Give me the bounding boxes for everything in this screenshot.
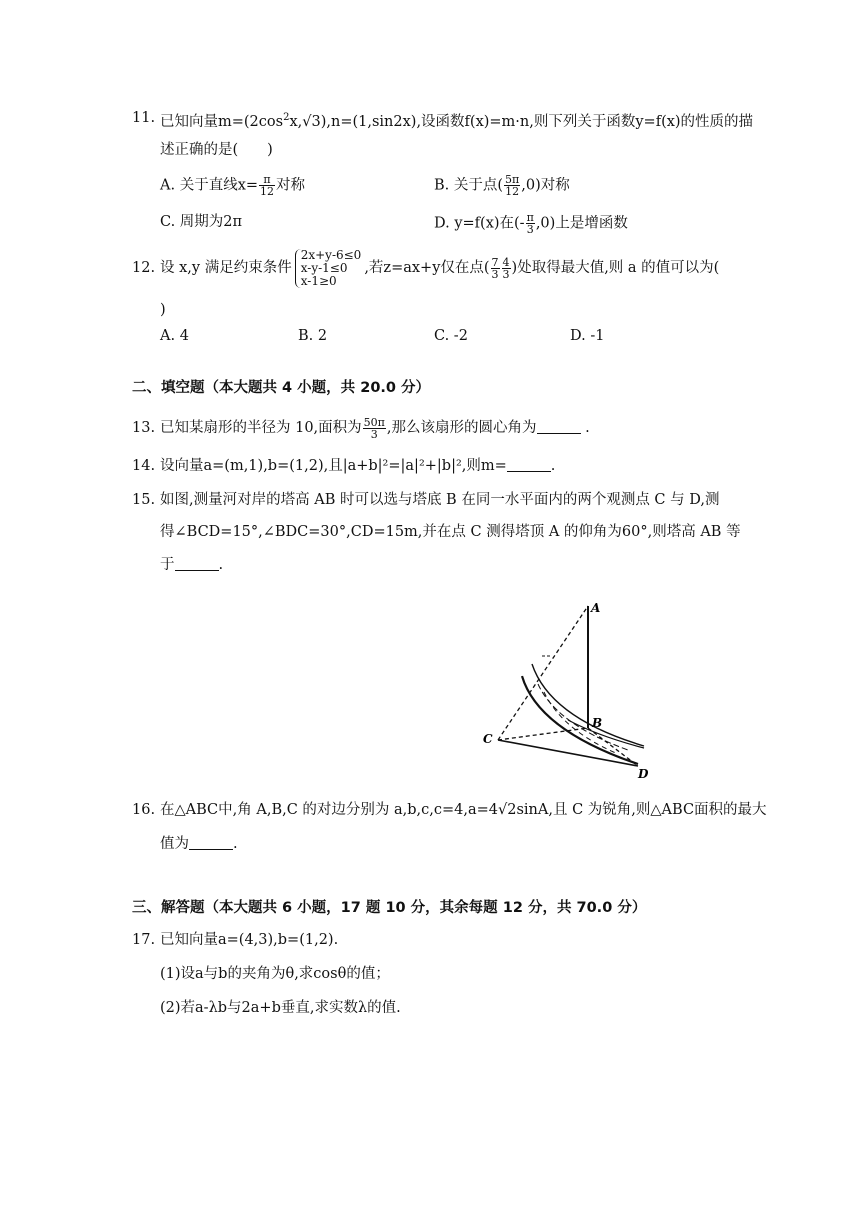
option-a-text: A. 关于直线x= (160, 177, 259, 194)
constraint-1: 2x+y-6≤0 (300, 247, 362, 262)
answer-blank (189, 835, 233, 850)
question-13-text-c: . (580, 420, 590, 436)
question-14-text: 设向量a=(m,1),b=(1,2),且|a+b|²=|a|²+|b|²,则m= (160, 458, 507, 474)
question-12-text-c: )处取得最大值,则 a 的值可以为( (511, 260, 720, 276)
river-wave-3 (568, 720, 644, 748)
question-16-text-end: . (233, 836, 238, 852)
option-b-text-end: ,0)对称 (521, 177, 570, 194)
question-17-part2: (2)若a-λb与2a+b垂直,求实数λ的值. (160, 1000, 401, 1016)
question-12-number: 12. (132, 260, 156, 276)
tower-figure (478, 600, 654, 782)
fraction-numerator: 4 (502, 255, 510, 269)
label-c: C (483, 732, 493, 746)
point-x-fraction (491, 257, 500, 280)
point-y-fraction (502, 257, 511, 280)
question-17-number: 17. (132, 932, 156, 948)
area-fraction (363, 417, 386, 440)
fraction-denominator: 3 (526, 223, 534, 236)
option-a-fraction (259, 174, 275, 197)
answer-blank (507, 457, 551, 472)
fraction-numerator: 50π (363, 415, 385, 429)
question-12-option-b: B. 2 (298, 328, 328, 344)
question-11-stem: 已知向量$m=(2\cos^2x,√3),n=(1,\sin 2x)$,设函数f(x)=m·n,则下列关于函数y=f(x)的性质的描 (160, 112, 754, 130)
fraction-denominator: 3 (502, 267, 510, 281)
question-14-text-end: . (550, 458, 556, 474)
answer-blank (175, 556, 219, 571)
constraint-2: x-y-1≤0 (300, 260, 348, 275)
question-12-text-a: 设 x,y 满足约束条件 (160, 260, 292, 276)
question-16-number: 16. (132, 802, 156, 818)
section-2-heading: 二、填空题（本大题共 4 小题，共 20.0 分） (132, 380, 431, 396)
tower-diagram (478, 600, 654, 782)
question-11-text-b: m=(2cos (218, 114, 284, 130)
option-b-text: B. 关于点( (434, 177, 504, 194)
line-ca (498, 606, 588, 740)
question-12-stem-line2: ) (160, 302, 166, 318)
question-13-stem (160, 412, 590, 444)
label-a: A (591, 601, 601, 615)
question-13-number: 13. (132, 420, 156, 436)
question-15-line1: 如图,测量河对岸的塔高 AB 时可以选与塔底 B 在同一水平面内的两个观测点 C 与 D,测 (160, 492, 720, 508)
label-b: B (592, 716, 603, 730)
answer-blank (537, 419, 581, 434)
question-11-text-d: n=(1,sin2x),设函数f(x)=m·n,则下列关于函数y=f(x)的性质的描 (330, 114, 754, 130)
question-15-line2: 得∠BCD=15°,∠BDC=30°,CD=15m,并在点 C 测得塔顶 A 的仰角为60°,则塔高 AB 等 (160, 524, 741, 540)
river-bank-1 (522, 676, 638, 764)
option-d-text-end: ,0)上是增函数 (535, 215, 628, 232)
question-15-text: 于 (160, 557, 175, 573)
fraction-denominator: 3 (491, 267, 499, 281)
fraction-numerator: π (259, 174, 275, 186)
fraction-numerator: 5π (505, 173, 520, 186)
question-14-stem (160, 456, 555, 476)
constraint-system (295, 249, 362, 288)
question-16-line2 (160, 834, 238, 854)
question-12-stem (160, 248, 719, 288)
question-17-line1: 已知向量a=(4,3),b=(1,2). (160, 932, 339, 948)
fraction-numerator: π (526, 211, 534, 224)
question-15-text-end: . (218, 557, 224, 573)
question-12-option-d: D. -1 (570, 328, 605, 344)
question-11-option-a (160, 174, 305, 197)
option-d-text: D. y=f(x)在(- (434, 215, 525, 232)
question-11-number: 11. (132, 110, 156, 126)
question-15-line3 (160, 555, 223, 575)
question-11-text-a: 已知向量 (160, 114, 218, 130)
question-14-number: 14. (132, 458, 156, 474)
question-11-stem-line2: 述正确的是( ) (160, 142, 273, 158)
option-b-fraction (504, 174, 520, 197)
line-cb (498, 728, 588, 740)
label-d: D (638, 767, 649, 781)
constraint-3: x-1≥0 (300, 273, 337, 288)
option-d-fraction (526, 212, 535, 235)
question-11-text-c: x,√3), (289, 114, 331, 130)
question-11-option-b (434, 174, 570, 197)
question-11-option-c: C. 周期为2π (160, 214, 243, 230)
section-3-heading: 三、解答题（本大题共 6 小题，17 题 10 分，其余每题 12 分，共 70.0 分） (132, 900, 647, 916)
question-16-line1: 在△ABC中,角 A,B,C 的对边分别为 a,b,c,c=4,a=4√2sinA,且 C 为锐角,则△ABC面积的最大 (160, 802, 767, 818)
question-12-option-c: C. -2 (434, 328, 468, 344)
option-a-text-end: 对称 (276, 177, 306, 194)
fraction-denominator: 12 (505, 185, 520, 198)
question-12-option-a: A. 4 (160, 328, 189, 344)
fraction-numerator: 7 (491, 255, 499, 269)
question-11-option-d (434, 212, 628, 235)
question-15-number: 15. (132, 492, 156, 508)
question-17-part1: (1)设a与b的夹角为θ,求cosθ的值； (160, 966, 390, 982)
question-16-text: 值为 (160, 836, 189, 852)
question-13-text-a: 已知某扇形的半径为 10,面积为 (160, 420, 362, 436)
question-13-text-b: ,那么该扇形的圆心角为 (386, 420, 537, 436)
fraction-denominator: 12 (260, 185, 275, 198)
question-12-text-b: ,若z=ax+y仅在点( (364, 260, 490, 276)
line-cd (498, 740, 638, 766)
fraction-denominator: 3 (370, 427, 378, 441)
